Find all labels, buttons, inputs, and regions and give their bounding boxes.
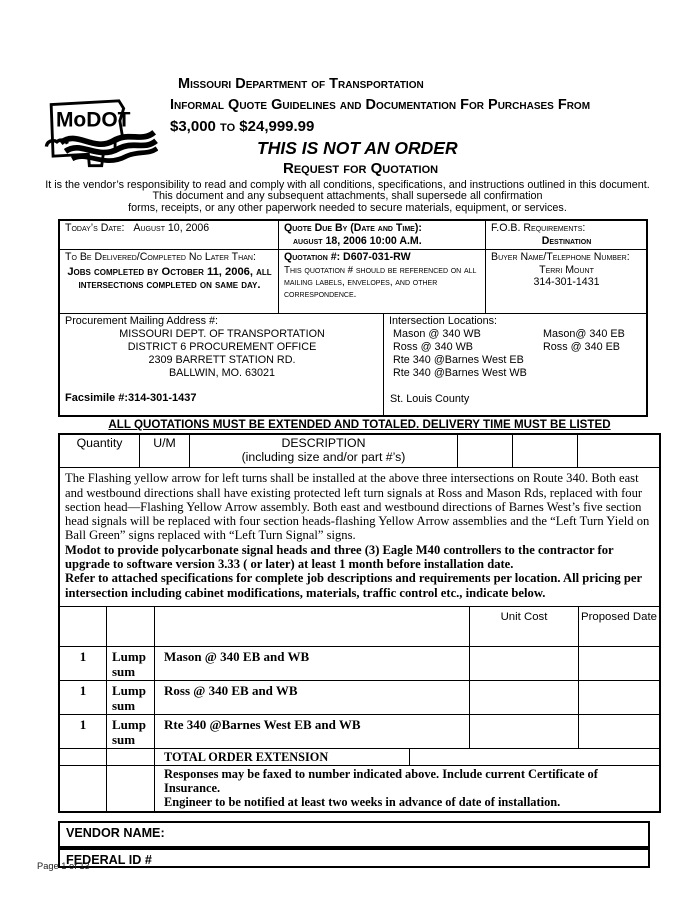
item-row-barnes-west — [60, 715, 659, 749]
item-um: Lump sum — [107, 715, 155, 749]
vendor-notice — [0, 180, 695, 214]
intersection-row: Rte 340 @Barnes West WB — [393, 366, 527, 379]
quotation-number-cell — [279, 250, 486, 314]
buyer-phone: 314-301-1431 — [533, 276, 600, 289]
intersection-eb: Mason@ 340 EB — [543, 327, 625, 340]
total-order-extension-blank — [410, 749, 659, 766]
facsimile-number: Facsimile #:314-301-1437 — [65, 391, 197, 404]
deliver-by-cell — [60, 250, 279, 314]
federal-id-label: FEDERAL ID # — [66, 852, 152, 867]
col-header-um: U/M — [140, 435, 190, 468]
blank-um-cell — [107, 607, 155, 647]
item-quantity: 1 — [60, 715, 107, 749]
blank-um-cell — [107, 766, 155, 810]
description-paragraph-1: The Flashing yellow arrow for left turns shall be installed at the above three intersections on Route 340. Both east and westbound directions shall have existing protected left turn signals at Ross and Mason Rds, replaced with four section head—Flashing Yellow Arrow assembly. Both east and westbound directions of Barnes West’s five section head signals will be replaced with four section heads-flashing Yellow Arrow assemblies and the “Left Turn Yield on Ball Green” signs replaced with “Left Turn Signal” signs. — [65, 471, 650, 543]
total-order-extension-row — [60, 749, 659, 766]
notice-line1: It is the vendor’s responsibility to read and comply with all conditions, specifications, and instructions outlined in this document. — [45, 179, 650, 191]
fob-cell — [486, 221, 646, 250]
item-quantity: 1 — [60, 647, 107, 681]
blank-qty-cell — [60, 766, 107, 810]
doc-title-line1: Missouri Department of Transportation — [178, 76, 424, 92]
description-header-subtext: (including size and/or part #’s) — [241, 450, 406, 465]
intersections-label: Intersection Locations: — [389, 315, 498, 328]
responses-row — [60, 766, 659, 810]
col-header-blank1 — [458, 435, 513, 468]
mailing-line: 2309 BARRETT STATION RD. — [148, 353, 296, 366]
col-header-blank3 — [578, 435, 659, 468]
request-for-quotation-line: Request for Quotation — [283, 160, 439, 177]
intersection-row: Rte 340 @Barnes West EB — [393, 353, 524, 366]
federal-id-box — [58, 848, 650, 868]
todays-date-label: Today’s Date: — [65, 222, 125, 235]
mailing-line: BALLWIN, MO. 63021 — [168, 366, 275, 379]
blank-um-cell — [107, 749, 155, 766]
not-an-order-line: THIS IS NOT AN ORDER — [257, 138, 458, 158]
quotation-number-label: Quotation #: D607-031-RW — [284, 251, 411, 264]
mailing-address-label: Procurement Mailing Address #: — [65, 315, 219, 328]
doc-title-line2: Informal Quote Guidelines and Documentation For Purchases From — [170, 97, 591, 113]
intersection-eb: Ross @ 340 EB — [543, 340, 620, 353]
quote-due-label: Quote Due By (Date and Time): — [284, 222, 422, 235]
quote-due-value: august 18, 2006 10:00 A.M. — [293, 234, 422, 247]
col-header-proposed-date: Proposed Date — [579, 607, 659, 647]
quotation-note: This quotation # should be referenced on all mailing labels, envelopes, and other correspondence. — [284, 264, 477, 300]
blank-desc-cell — [155, 607, 470, 647]
item-proposed-date-blank — [579, 647, 659, 681]
logo-text: MoDOT — [55, 108, 131, 132]
buyer-cell — [486, 250, 646, 314]
responses-line2: Engineer to be notified at least two weeks in advance of date of installation. — [164, 794, 561, 809]
todays-date-value: August 10, 2006 — [133, 222, 210, 235]
quote-info-table — [58, 219, 648, 417]
item-unit-cost-blank — [470, 647, 579, 681]
vendor-name-label: VENDOR NAME: — [66, 825, 165, 840]
col-header-unit-cost: Unit Cost — [470, 607, 579, 647]
intersection-row — [389, 341, 642, 354]
modot-logo — [34, 92, 158, 184]
total-order-extension-label: TOTAL ORDER EXTENSION — [155, 749, 410, 766]
info-row-addresses — [60, 314, 646, 415]
job-description-block — [60, 468, 659, 607]
item-proposed-date-blank — [579, 681, 659, 715]
description-paragraph-2: Modot to provide polycarbonate signal heads and three (3) Eagle M40 controllers to the contractor for upgrade to software version 3.33 ( or later) at least 1 month before installation date. — [65, 542, 614, 571]
info-row-quotation — [60, 250, 646, 314]
fob-label: F.O.B. Requirements: — [491, 222, 586, 235]
mailing-line: MISSOURI DEPT. OF TRANSPORTATION — [119, 327, 325, 340]
mailing-line: DISTRICT 6 PROCUREMENT OFFICE — [127, 340, 317, 353]
description-paragraph-3: Refer to attached specifications for complete job descriptions and requirements per location. All pricing per intersection including cabinet modifications, materials, traffic control etc., indicate below. — [65, 571, 642, 600]
intersection-locations-cell — [384, 314, 646, 415]
item-unit-cost-blank — [470, 681, 579, 715]
quotation-table — [58, 433, 661, 812]
blank-qty-cell — [60, 749, 107, 766]
county-name: St. Louis County — [390, 392, 470, 405]
item-proposed-date-blank — [579, 715, 659, 749]
col-header-quantity — [60, 435, 140, 468]
vendor-name-box — [58, 821, 650, 848]
intersection-wb: Ross @ 340 WB — [393, 340, 473, 353]
col-header-description — [190, 435, 458, 468]
intersection-row — [389, 328, 642, 341]
mailing-address-cell — [60, 314, 384, 415]
item-row-ross — [60, 681, 659, 715]
all-quotations-banner: ALL QUOTATIONS MUST BE EXTENDED AND TOTALED. DELIVERY TIME MUST BE LISTED — [108, 418, 611, 432]
quantity-header-text: Quantity — [76, 436, 123, 451]
col-header-blank2 — [513, 435, 578, 468]
item-quantity: 1 — [60, 681, 107, 715]
deliver-by-value: Jobs completed by October 11, 2006, all intersections completed on same day. — [67, 265, 272, 292]
todays-date-cell — [60, 221, 279, 250]
fob-value: Destination — [541, 234, 592, 247]
description-header-text: DESCRIPTION — [281, 436, 366, 451]
blank-qty-cell — [60, 607, 107, 647]
deliver-by-label: To Be Delivered/Completed No Later Than: — [65, 251, 256, 264]
item-description: Ross @ 340 EB and WB — [155, 681, 470, 715]
intersection-wb: Mason @ 340 WB — [393, 327, 481, 340]
page-number: Page 1 of 13 — [37, 861, 90, 871]
responses-note — [155, 766, 659, 810]
item-unit-cost-blank — [470, 715, 579, 749]
item-um: Lump sum — [107, 681, 155, 715]
item-description: Rte 340 @Barnes West EB and WB — [155, 715, 470, 749]
item-um: Lump sum — [107, 647, 155, 681]
item-description: Mason @ 340 EB and WB — [155, 647, 470, 681]
doc-title-line3: $3,000 to $24,999.99 — [170, 118, 315, 135]
responses-line1: Responses may be faxed to number indicated above. Include current Certificate of Insurance. — [164, 767, 598, 796]
buyer-label: Buyer Name/Telephone Number: — [491, 251, 630, 264]
cost-columns-header-row — [60, 607, 659, 647]
notice-line2: This document and any subsequent attachments, shall supersede all confirmation — [152, 190, 543, 203]
item-row-mason — [60, 647, 659, 681]
quotation-table-header — [60, 435, 659, 468]
info-row-dates — [60, 221, 646, 250]
missouri-state-icon — [34, 92, 158, 184]
quote-due-cell — [279, 221, 486, 250]
buyer-name: Terri Mount — [539, 263, 594, 276]
notice-line3: forms, receipts, or any other paperwork needed to secure materials, equipment, or services. — [128, 201, 567, 214]
